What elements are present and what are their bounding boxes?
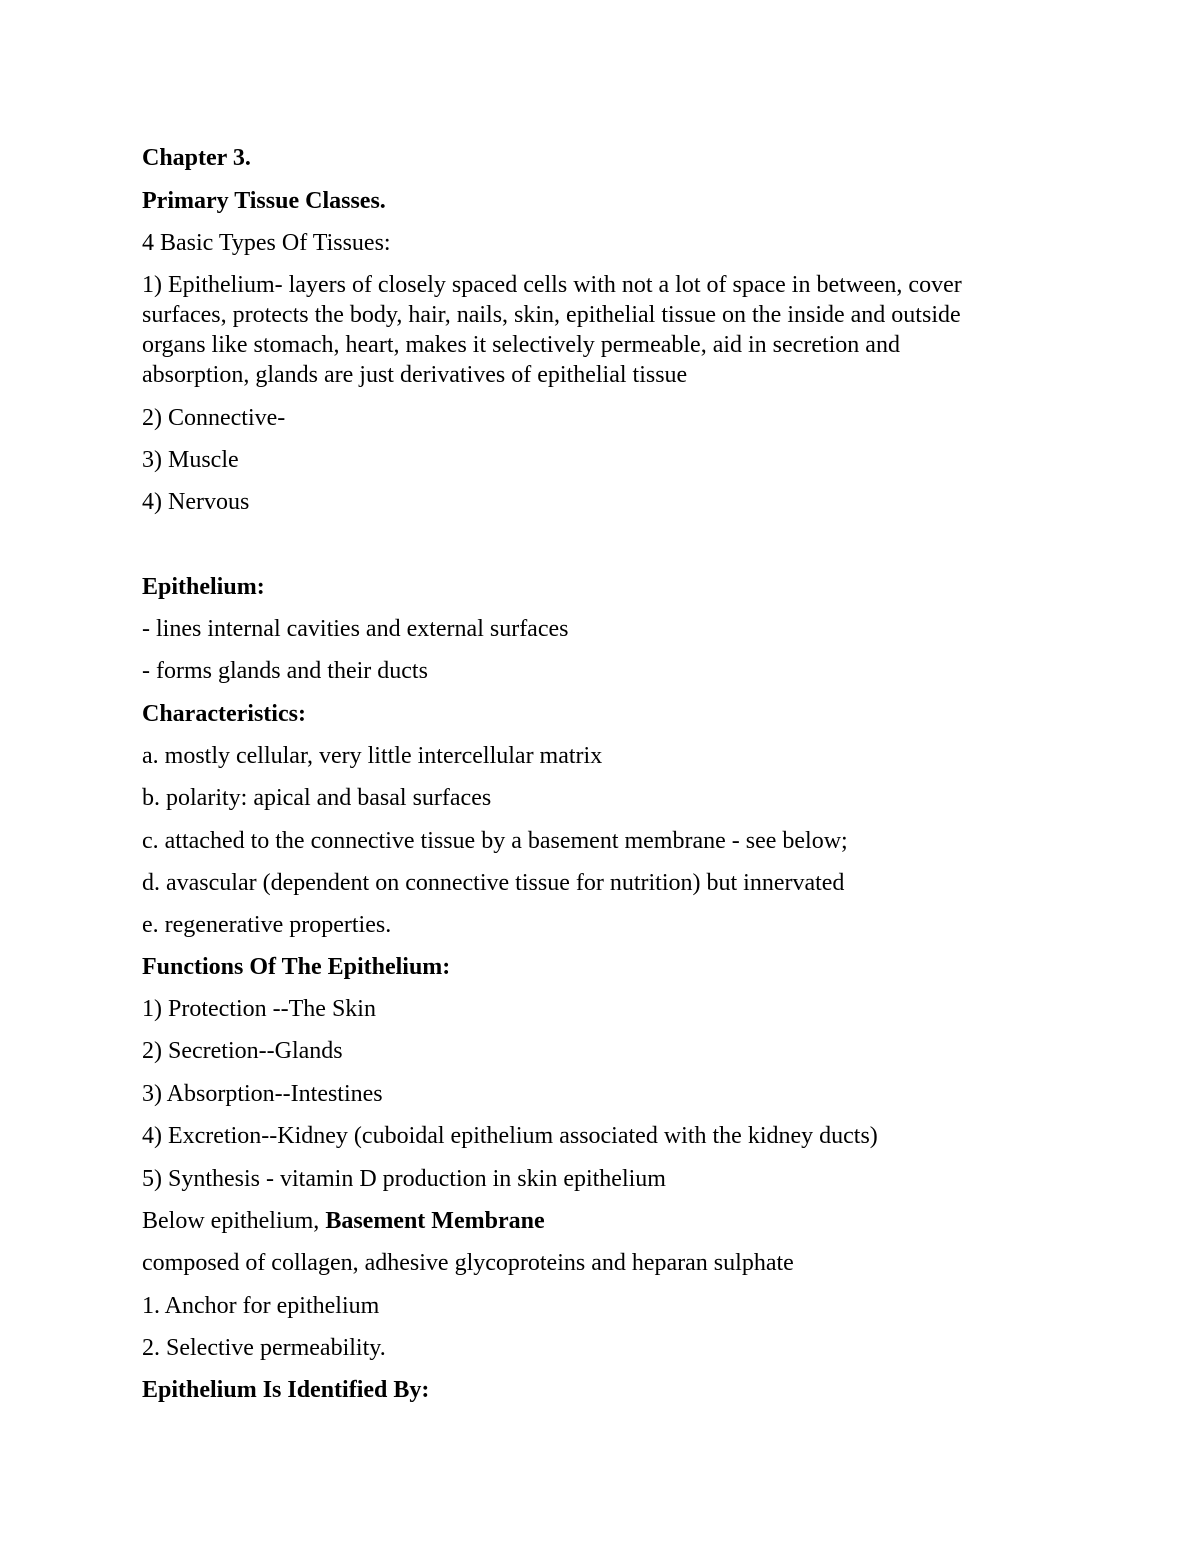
list-item: e. regenerative properties.	[142, 912, 392, 938]
list-item: 5) Synthesis - vitamin D production in skin epithelium	[142, 1166, 666, 1192]
list-item: - lines internal cavities and external surfaces	[142, 616, 569, 642]
paragraph-line: 1) Epithelium- layers of closely spaced cells with not a lot of space in between, cover	[142, 272, 962, 298]
list-item: 1) Protection --The Skin	[142, 996, 376, 1022]
chapter-title: Chapter 3.	[142, 145, 251, 171]
basement-membrane-term: Basement Membrane	[325, 1208, 545, 1234]
list-item: 3) Absorption--Intestines	[142, 1081, 383, 1107]
epithelium-definition-paragraph	[142, 270, 1062, 390]
identified-heading: Epithelium Is Identified By:	[142, 1377, 430, 1403]
list-item-muscle: 3) Muscle	[142, 447, 239, 473]
list-item: - forms glands and their ducts	[142, 658, 428, 684]
basement-prefix: Below epithelium,	[142, 1208, 326, 1234]
paragraph-line: absorption, glands are just derivatives of epithelial tissue	[142, 362, 688, 388]
characteristics-heading: Characteristics:	[142, 701, 306, 727]
list-item-connective: 2) Connective-	[142, 405, 286, 431]
paragraph-line: organs like stomach, heart, makes it selectively permeable, aid in secretion and	[142, 332, 900, 358]
list-item: c. attached to the connective tissue by a basement membrane - see below;	[142, 828, 848, 854]
list-item: 2) Secretion--Glands	[142, 1038, 343, 1064]
list-item: b. polarity: apical and basal surfaces	[142, 785, 492, 811]
list-item-nervous: 4) Nervous	[142, 489, 250, 515]
paragraph-line: surfaces, protects the body, hair, nails, skin, epithelial tissue on the inside and outside	[142, 302, 961, 328]
list-item: 2. Selective permeability.	[142, 1335, 386, 1361]
list-item: 1. Anchor for epithelium	[142, 1293, 380, 1319]
list-item: d. avascular (dependent on connective tissue for nutrition) but innervated	[142, 870, 845, 896]
functions-heading: Functions Of The Epithelium:	[142, 954, 451, 980]
epithelium-heading: Epithelium:	[142, 574, 265, 600]
basement-composition: composed of collagen, adhesive glycoproteins and heparan sulphate	[142, 1250, 794, 1276]
list-item: a. mostly cellular, very little intercellular matrix	[142, 743, 603, 769]
list-item: 4) Excretion--Kidney (cuboidal epithelium associated with the kidney ducts)	[142, 1123, 878, 1149]
basement-membrane-line	[142, 1206, 545, 1236]
basic-types-heading: 4 Basic Types Of Tissues:	[142, 230, 391, 256]
section-title: Primary Tissue Classes.	[142, 188, 386, 214]
